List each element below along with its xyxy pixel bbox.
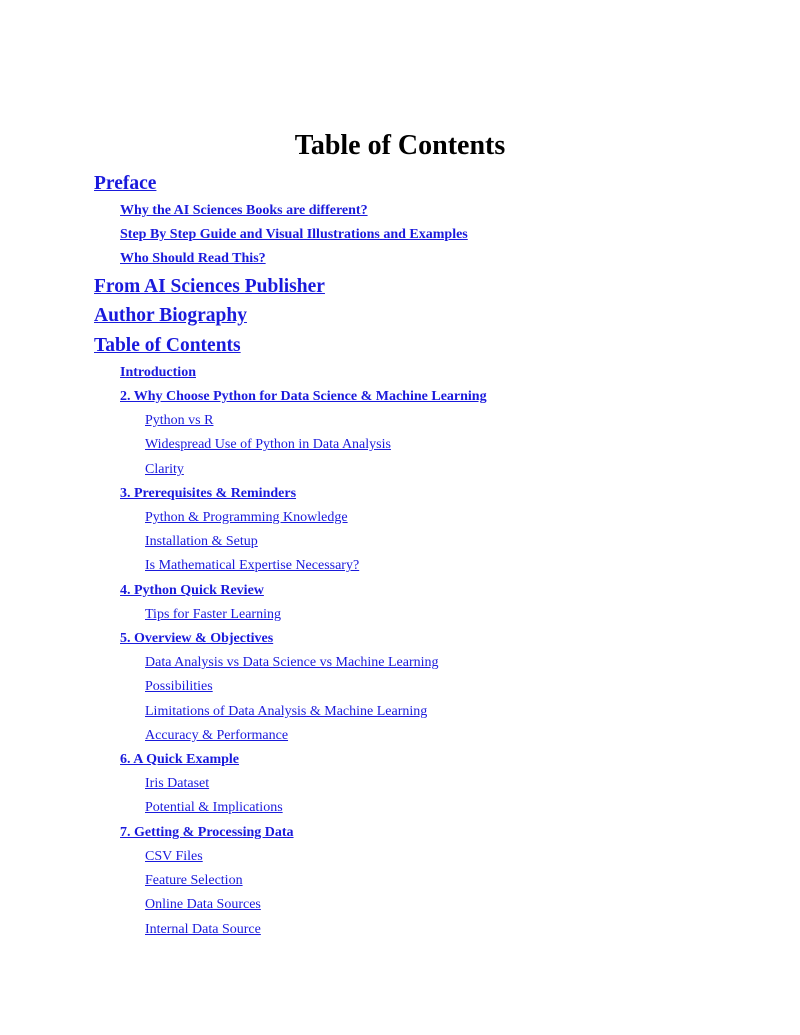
toc-link-csv-files[interactable]: CSV Files <box>145 849 203 864</box>
toc-link-internal-data-source[interactable]: Internal Data Source <box>145 922 261 937</box>
toc-link-potential-implications[interactable]: Potential & Implications <box>145 800 283 815</box>
toc-link-chapter-2[interactable]: 2. Why Choose Python for Data Science & Machine Learning <box>120 389 487 404</box>
toc-link-clarity[interactable]: Clarity <box>145 462 184 477</box>
toc-link-why-different[interactable]: Why the AI Sciences Books are different? <box>120 203 368 218</box>
toc-link-publisher[interactable]: From AI Sciences Publisher <box>94 276 325 297</box>
toc-link-iris-dataset[interactable]: Iris Dataset <box>145 776 210 791</box>
toc-link-installation-setup[interactable]: Installation & Setup <box>145 534 258 549</box>
toc-link-programming-knowledge[interactable]: Python & Programming Knowledge <box>145 510 348 525</box>
toc-link-chapter-4[interactable]: 4. Python Quick Review <box>120 583 264 598</box>
toc-link-chapter-3[interactable]: 3. Prerequisites & Reminders <box>120 486 297 501</box>
toc-link-preface[interactable]: Preface <box>94 173 157 194</box>
toc-link-who-should-read[interactable]: Who Should Read This? <box>120 251 266 266</box>
toc-link-accuracy-performance[interactable]: Accuracy & Performance <box>145 728 289 743</box>
toc-link-python-vs-r[interactable]: Python vs R <box>145 413 214 428</box>
page-title: Table of Contents <box>294 130 506 161</box>
toc-link-introduction[interactable]: Introduction <box>120 365 196 380</box>
toc-link-mathematical-expertise[interactable]: Is Mathematical Expertise Necessary? <box>145 558 360 573</box>
toc-link-step-by-step[interactable]: Step By Step Guide and Visual Illustrations and Examples <box>120 227 468 242</box>
toc-link-online-data-sources[interactable]: Online Data Sources <box>145 897 261 912</box>
toc-link-author-biography[interactable]: Author Biography <box>94 305 247 326</box>
toc-link-possibilities[interactable]: Possibilities <box>145 679 213 694</box>
toc-link-feature-selection[interactable]: Feature Selection <box>145 873 243 888</box>
toc-link-faster-learning[interactable]: Tips for Faster Learning <box>145 607 281 622</box>
toc-link-chapter-7[interactable]: 7. Getting & Processing Data <box>120 825 294 840</box>
toc-link-chapter-5[interactable]: 5. Overview & Objectives <box>120 631 274 646</box>
toc-link-limitations[interactable]: Limitations of Data Analysis & Machine Learning <box>145 704 428 719</box>
toc-link-chapter-6[interactable]: 6. A Quick Example <box>120 752 240 767</box>
toc-link-analysis-vs-science[interactable]: Data Analysis vs Data Science vs Machine Learning <box>145 655 439 670</box>
toc-link-widespread-use[interactable]: Widespread Use of Python in Data Analysis <box>145 437 391 452</box>
toc-link-table-of-contents[interactable]: Table of Contents <box>94 335 241 356</box>
